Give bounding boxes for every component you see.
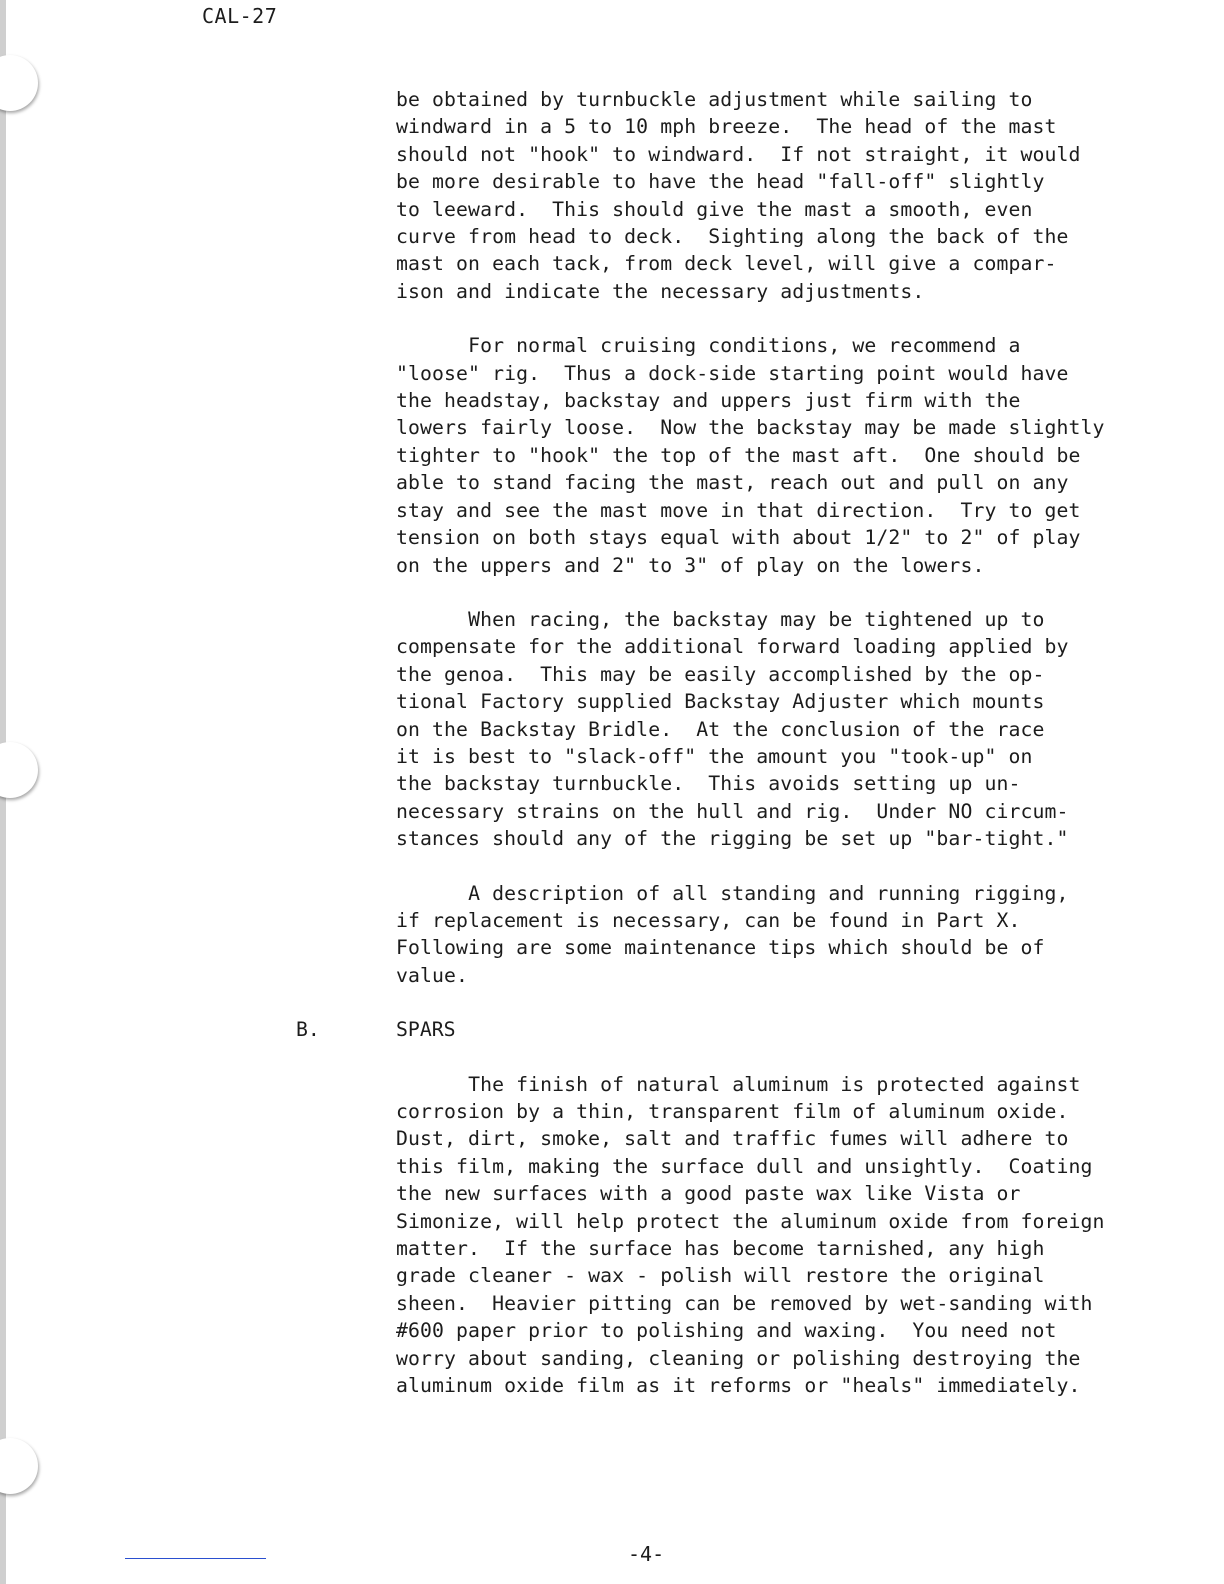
document-id: CAL-27 bbox=[202, 4, 278, 28]
section-heading-spars bbox=[296, 1016, 1218, 1043]
binder-hole-bottom bbox=[0, 1438, 38, 1494]
footer-rule bbox=[125, 1558, 266, 1559]
paragraph-rigging-description: A description of all standing and running rigging, if replacement is necessary, can be found in Part X. Following are some maintenance tips which should be of value. bbox=[396, 881, 1069, 987]
page-number: -4- bbox=[628, 1542, 665, 1566]
section-title: SPARS bbox=[396, 1018, 456, 1042]
binder-hole-top bbox=[0, 55, 38, 111]
paragraph-rig-tuning: be obtained by turnbuckle adjustment while sailing to windward in a 5 to 10 mph breeze. The head of the mast should not "hook" to windward. If not straight, it would be more desirable to have the head "fall-off" slightly to leeward. This should give the mast a smooth, even curve from head to deck. Sighting along the back of the mast on each tack, from deck level, will give a compar- ison and indicate the necessary adjustments. bbox=[396, 88, 1081, 303]
paragraph-racing: When racing, the backstay may be tightened up to compensate for the additional forward loading applied by the genoa. This may be easily accomplished by the op- tional Factory supplied Backstay Adjuster which mounts on the Backstay Bridle. At the conclusion of the race it is best to "slack-off" the amount you "took-up" on the backstay turnbuckle. This avoids setting up un- necessary strains on the hull and rig. Under NO circum- stances should any of the rigging be set up "bar-tight." bbox=[396, 607, 1069, 851]
binder-hole-middle bbox=[0, 742, 38, 798]
paragraph-spars-finish: The finish of natural aluminum is protected against corrosion by a thin, transparent film of aluminum oxide. Dust, dirt, smoke, salt and traffic fumes will adhere to this film, making the surface dull and unsightly. Coating the new surfaces with a good paste wax like Vista or Simonize, will help protect the aluminum oxide from foreign matter. If the surface has become tarnished, any high grade cleaner - wax - polish will restore the original sheen. Heavier pitting can be removed by wet-sanding with #600 paper prior to polishing and waxing. You need not worry about sanding, cleaning or polishing destroying the aluminum oxide film as it reforms or "heals" immediately. bbox=[396, 1072, 1105, 1398]
page-body bbox=[296, 86, 1218, 1399]
section-letter: B. bbox=[296, 1018, 320, 1042]
paragraph-cruising-conditions: For normal cruising conditions, we recommend a "loose" rig. Thus a dock-side starting point would have the headstay, backstay and uppers just firm with the lowers fairly loose. Now the backstay may be made slightly tighter to "hook" the top of the mast aft. One should be able to stand facing the mast, reach out and pull on any stay and see the mast move in that direction. Try to get tension on both stays equal with about 1/2" to 2" of play on the uppers and 2" to 3" of play on the lowers. bbox=[396, 334, 1105, 577]
